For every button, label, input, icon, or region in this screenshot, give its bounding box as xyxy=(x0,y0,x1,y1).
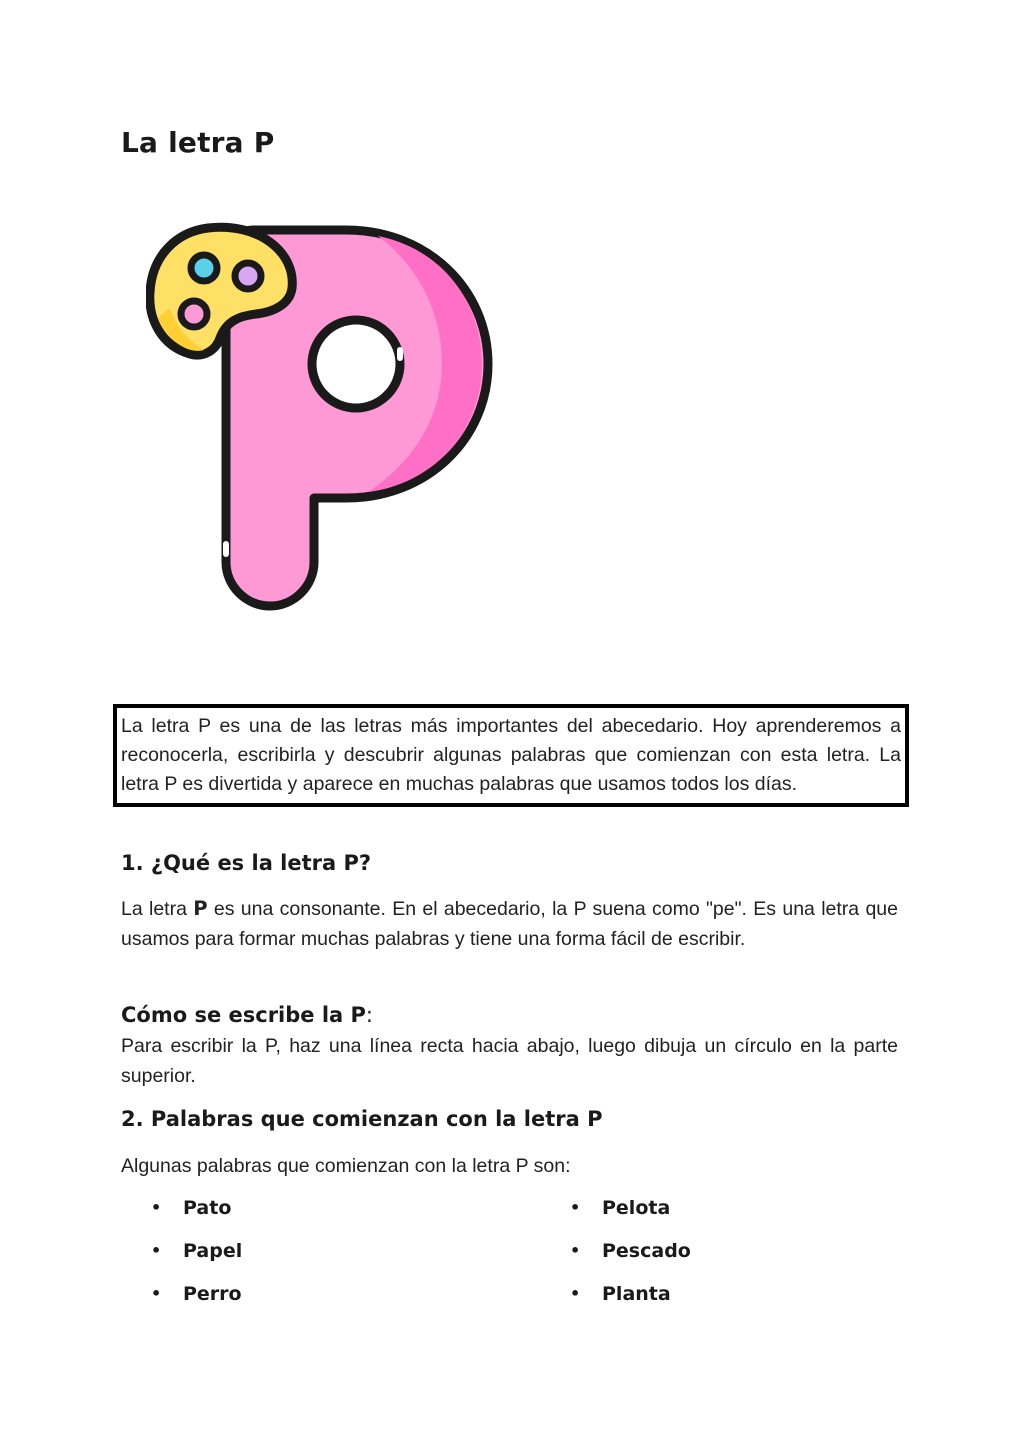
bullet: • xyxy=(151,1284,162,1303)
bullet: • xyxy=(570,1284,581,1303)
bullet: • xyxy=(570,1198,581,1217)
word-list-right xyxy=(570,1193,691,1322)
list-item: • Pato xyxy=(151,1193,242,1236)
list-item: • Papel xyxy=(151,1236,242,1279)
section2-intro: Algunas palabras que comienzan con la letra P son: xyxy=(121,1155,571,1177)
list-item: • Planta xyxy=(570,1279,691,1322)
section2-heading: 2. Palabras que comienzan con la letra P xyxy=(121,1107,603,1131)
bullet: • xyxy=(570,1241,581,1260)
paint-dot-pink xyxy=(181,301,207,327)
list-item: • Perro xyxy=(151,1279,242,1322)
bullet: • xyxy=(151,1198,162,1217)
section1-text: La letra P es una consonante. En el abecedario, la P suena como "pe". Es una letra que usamos para formar muchas palabras y tiene una forma fácil de escribir. xyxy=(121,897,898,950)
list-item: • Pescado xyxy=(570,1236,691,1279)
section1-heading: 1. ¿Qué es la letra P? xyxy=(121,851,372,875)
bullet: • xyxy=(151,1241,162,1260)
how-to-write-heading: Cómo se escribe la P: xyxy=(121,1003,373,1027)
paint-dot-cyan xyxy=(191,255,217,281)
word-list-left xyxy=(151,1193,242,1322)
paint-dot-violet xyxy=(235,263,261,289)
how-to-write-text: Para escribir la P, haz una línea recta hacia abajo, luego dibuja un círculo en la parte superior. xyxy=(121,1035,898,1087)
bold-letter: P xyxy=(193,897,208,920)
page-title: La letra P xyxy=(121,126,275,159)
letter-p-with-palette-icon xyxy=(146,222,498,612)
letter-p-hole xyxy=(312,320,400,408)
intro-box: La letra P es una de las letras más importantes del abecedario. Hoy aprenderemos a reconocerla, escribirla y descubrir algunas palabras que comienzan con esta letra. La letra P es divertida y aparece en muchas palabras que usamos todos los días. xyxy=(113,704,909,807)
list-item: • Pelota xyxy=(570,1193,691,1236)
